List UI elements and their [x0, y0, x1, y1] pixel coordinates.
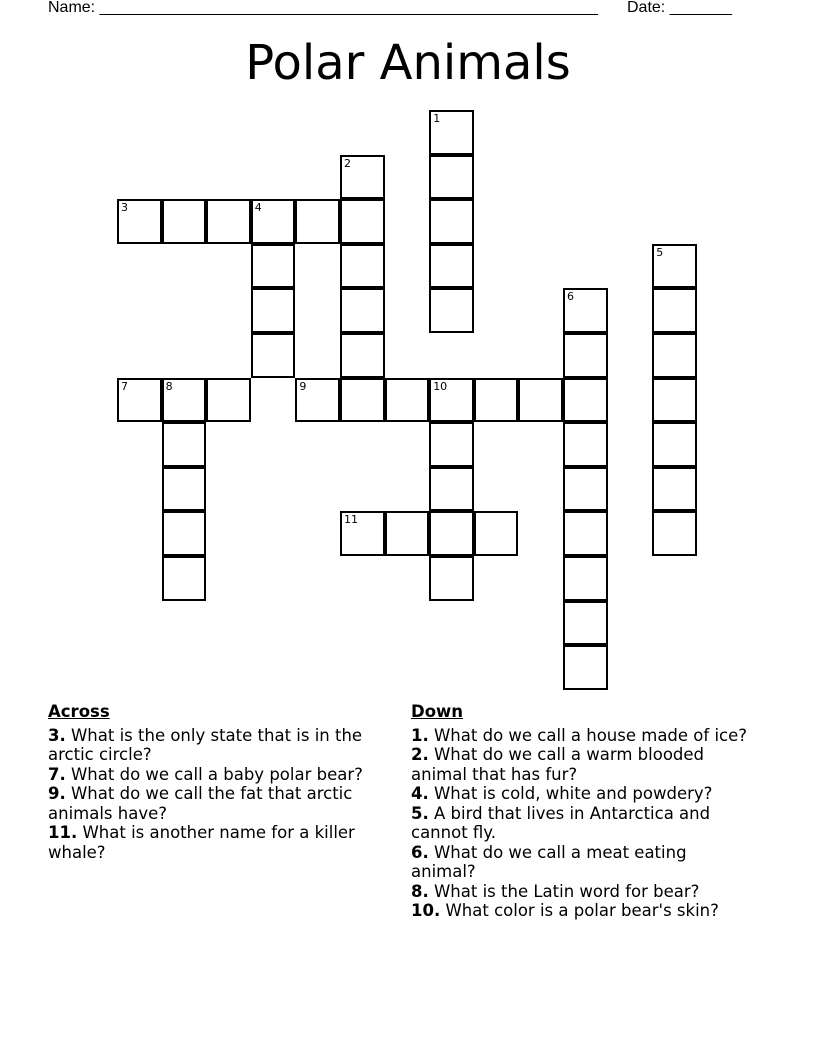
grid-cell[interactable]	[295, 199, 340, 244]
grid-cell[interactable]	[117, 199, 162, 244]
grid-cell[interactable]	[563, 288, 608, 333]
grid-cell[interactable]	[162, 467, 207, 512]
grid-cell[interactable]	[563, 378, 608, 423]
cell-number: 5	[656, 245, 664, 259]
grid-cell[interactable]	[340, 333, 385, 378]
grid-cell[interactable]	[162, 556, 207, 601]
grid-cell[interactable]	[429, 244, 474, 289]
clue-down-5: 5. A bird that lives in Antarctica and cannot fly.	[411, 803, 711, 842]
cell-number: 9	[299, 379, 307, 393]
grid-cell[interactable]	[429, 556, 474, 601]
grid-cell[interactable]	[518, 378, 563, 423]
grid-cell[interactable]	[563, 556, 608, 601]
cell-number: 3	[121, 201, 128, 215]
across-heading: Across	[48, 702, 110, 721]
cell-number: 11	[344, 513, 358, 527]
grid-cell[interactable]	[206, 199, 251, 244]
grid-cell[interactable]	[652, 288, 697, 333]
cell-number: 7	[121, 379, 128, 393]
grid-cell[interactable]	[429, 422, 474, 467]
grid-cell[interactable]	[563, 422, 608, 467]
grid-cell[interactable]	[652, 333, 697, 378]
grid-cell[interactable]	[251, 288, 296, 333]
grid-cell[interactable]	[117, 378, 162, 423]
grid-cell[interactable]	[340, 244, 385, 289]
grid-cell[interactable]	[429, 199, 474, 244]
clue-across-11: 11. What is another name for a killer whale?	[48, 823, 355, 862]
grid-cell[interactable]	[340, 199, 385, 244]
clue-across-9: 9. What do we call the fat that arctic animals have?	[48, 784, 353, 823]
grid-cell[interactable]	[429, 378, 474, 423]
cell-number: 6	[567, 290, 574, 304]
grid-cell[interactable]	[429, 155, 474, 200]
grid-cell[interactable]	[429, 110, 474, 155]
grid-cell[interactable]	[251, 244, 296, 289]
grid-cell[interactable]	[429, 511, 474, 556]
clue-down-10: 10. What color is a polar bear's skin?	[411, 901, 719, 920]
grid-cell[interactable]	[340, 511, 385, 556]
grid-cell[interactable]	[162, 378, 207, 423]
grid-cell[interactable]	[563, 467, 608, 512]
grid-cell[interactable]	[340, 155, 385, 200]
cell-number: 4	[254, 201, 262, 215]
grid-cell[interactable]	[563, 333, 608, 378]
grid-cell[interactable]	[429, 288, 474, 333]
grid-cell[interactable]	[385, 511, 430, 556]
grid-cell[interactable]	[652, 244, 697, 289]
grid-cell[interactable]	[474, 378, 519, 423]
cell-number: 10	[433, 379, 448, 393]
grid-cell[interactable]	[652, 422, 697, 467]
grid-cell[interactable]	[162, 422, 207, 467]
grid-cell[interactable]	[251, 333, 296, 378]
clue-down-2: 2. What do we call a warm blooded animal that has fur?	[411, 745, 705, 784]
grid-cell[interactable]	[162, 199, 207, 244]
clue-down-1: 1. What do we call a house made of ice?	[411, 725, 748, 745]
clue-down-4: 4. What is cold, white and powdery?	[411, 784, 713, 803]
name-field[interactable]: Name: ________________________________________________________	[48, 0, 598, 16]
grid-cell[interactable]	[563, 645, 608, 690]
grid-cell[interactable]	[563, 511, 608, 556]
cell-number: 8	[165, 379, 173, 393]
clue-across-7: 7. What do we call a baby polar bear?	[48, 764, 363, 784]
grid-cell[interactable]	[295, 378, 340, 423]
grid-cell[interactable]	[162, 511, 207, 556]
down-heading: Down	[411, 702, 464, 721]
clue-down-8: 8. What is the Latin word for bear?	[411, 881, 700, 901]
puzzle-title: Polar Animals	[245, 35, 571, 91]
clue-across-3: 3. What is the only state that is in the arctic circle?	[48, 725, 363, 764]
grid-cell[interactable]	[429, 467, 474, 512]
grid-cell[interactable]	[474, 511, 519, 556]
grid-cell[interactable]	[251, 199, 296, 244]
grid-cell[interactable]	[652, 511, 697, 556]
grid-cell[interactable]	[206, 378, 251, 423]
cell-number: 2	[344, 156, 351, 170]
grid-cell[interactable]	[563, 601, 608, 646]
cell-number: 1	[433, 112, 441, 125]
date-field[interactable]: Date: _______	[627, 0, 732, 16]
grid-cell[interactable]	[340, 378, 385, 423]
down-clues	[411, 702, 756, 921]
clue-down-6: 6. What do we call a meat eating animal?	[411, 842, 687, 881]
grid-cell[interactable]	[652, 378, 697, 423]
across-clues	[48, 702, 390, 862]
grid-cell[interactable]	[340, 288, 385, 333]
grid-cell[interactable]	[652, 467, 697, 512]
grid-cell[interactable]	[385, 378, 430, 423]
